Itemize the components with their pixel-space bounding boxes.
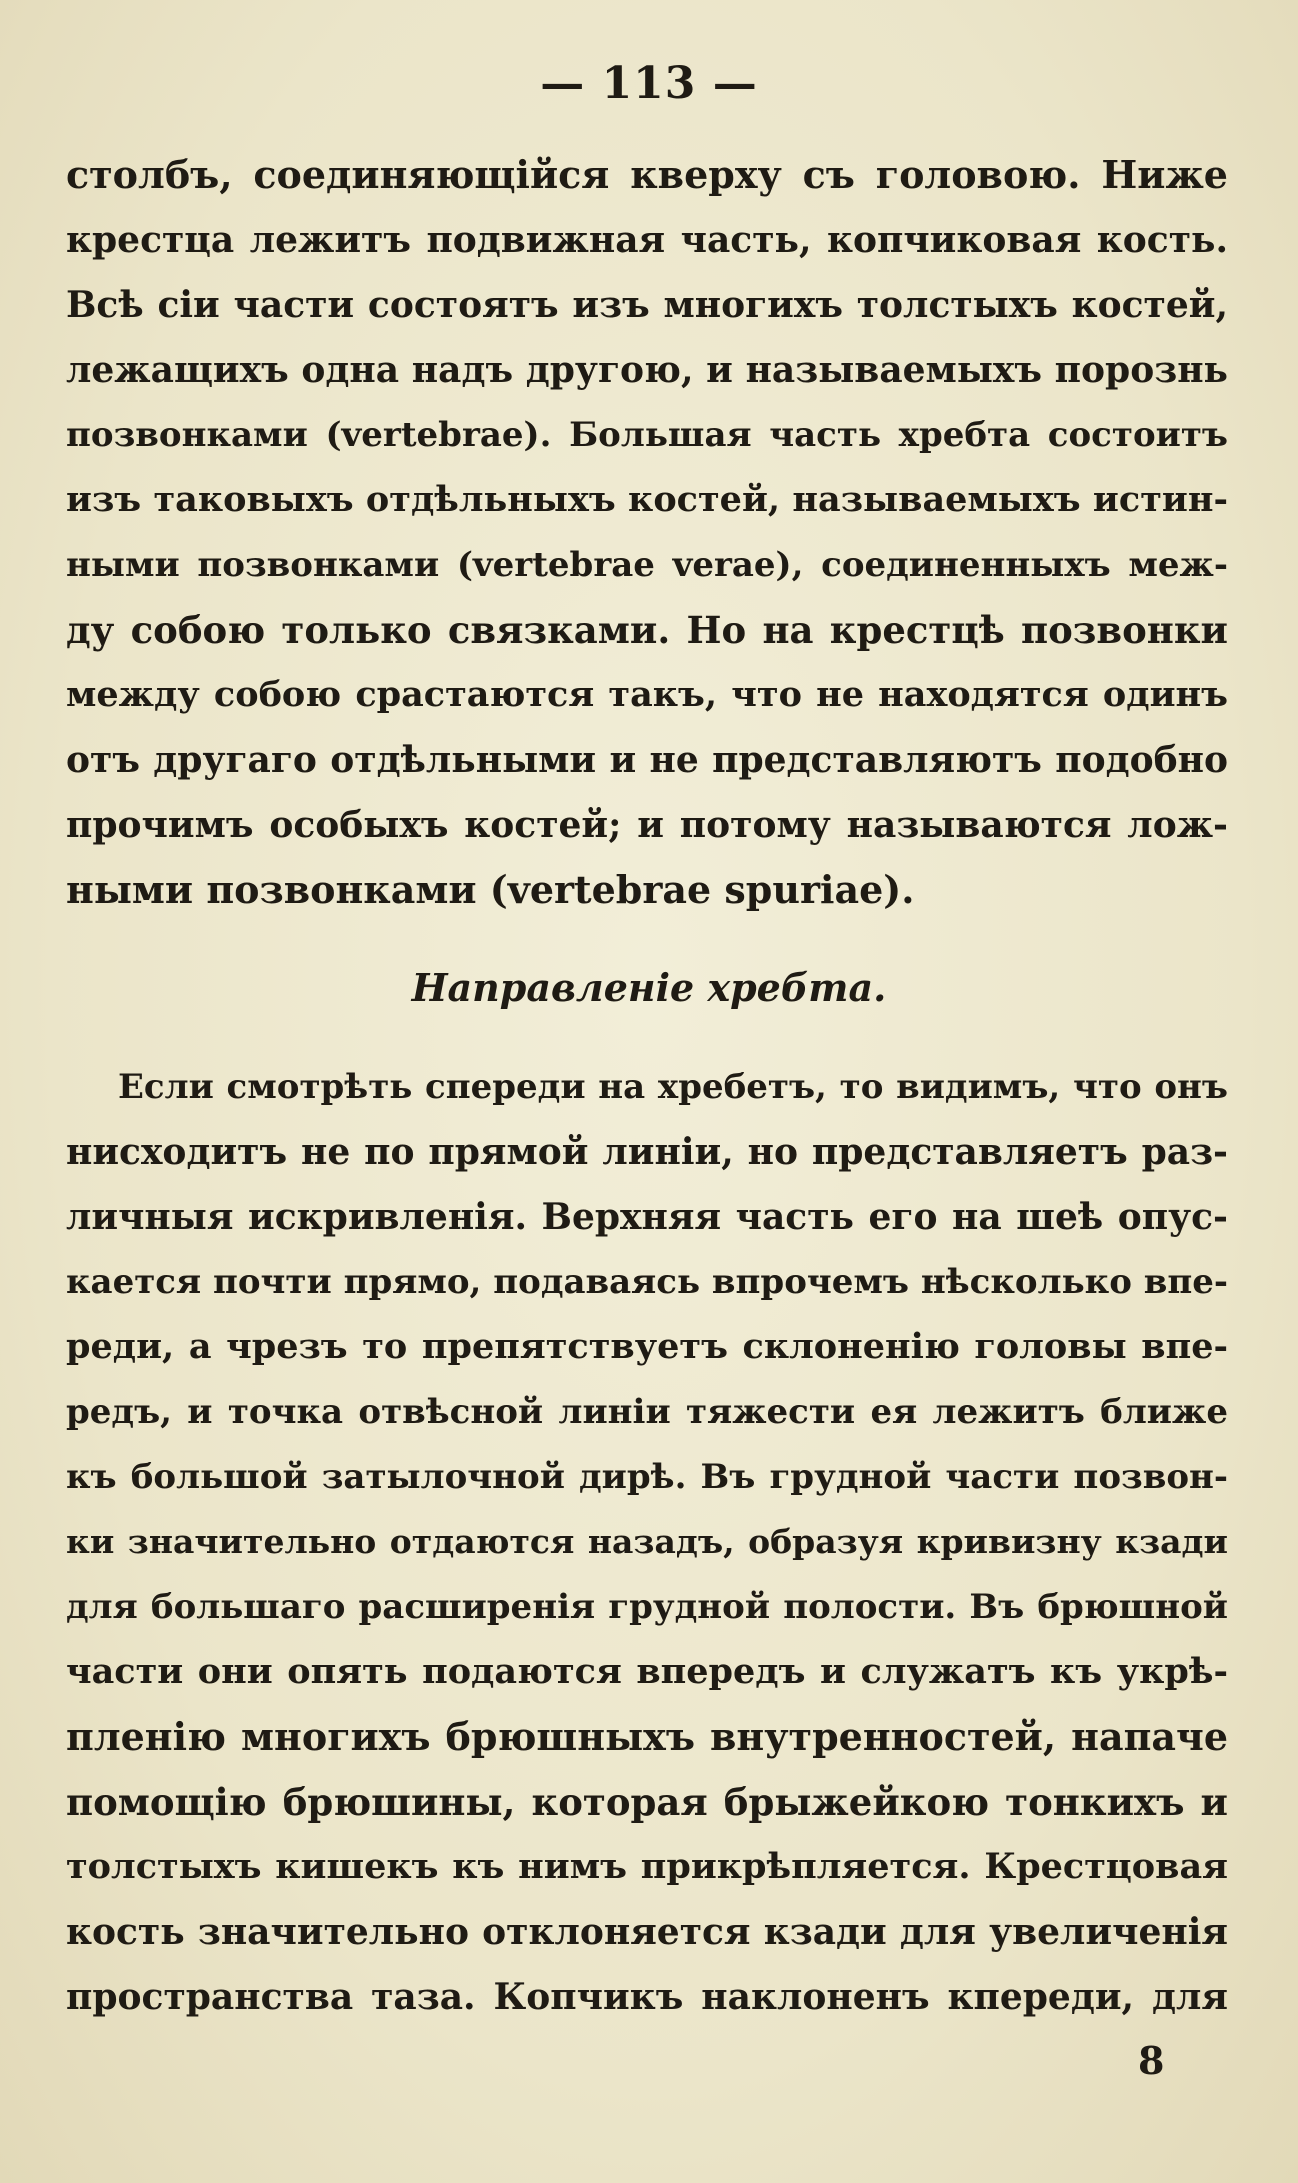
paragraph2-line: реди, а чрезъ то препятствуетъ склоненію головы впе-: [66, 1326, 1228, 1367]
paragraph2-line: редъ, и точка отвѣсной линіи тяжести ея лежитъ ближе: [66, 1392, 1228, 1432]
paragraph1-line: крестца лежитъ подвижная часть, копчиковая кость.: [66, 219, 1228, 261]
paragraph2-line: кость значительно отклоняется кзади для увеличенія: [66, 1911, 1228, 1953]
paragraph2-line: Если смотрѣть спереди на хребетъ, то видимъ, что онъ: [118, 1067, 1228, 1107]
page-number: — 113 —: [540, 58, 758, 109]
paragraph1-line: прочимъ особыхъ костей; и потому называются лож-: [66, 804, 1228, 846]
paragraph2-line: нисходитъ не по прямой линіи, но представляетъ раз-: [66, 1131, 1228, 1173]
signature-mark: 8: [1138, 2038, 1165, 2083]
paragraph1-line: изъ таковыхъ отдѣльныхъ костей, называемыхъ истин-: [66, 479, 1228, 520]
section-heading: Направленіе хребта.: [411, 965, 887, 1010]
paragraph1-line: между собою срастаются такъ, что не находятся одинъ: [66, 674, 1228, 715]
paragraph1-line: отъ другаго отдѣльными и не представляютъ подобно: [66, 739, 1228, 781]
paragraph1-line: позвонками (vertebrae). Большая часть хребта состоитъ: [66, 415, 1228, 455]
paragraph1-line: столбъ, соединяющійся кверху съ головою. Ниже: [66, 152, 1228, 197]
paragraph2-line: личныя искривленія. Верхняя часть его на шеѣ опус-: [66, 1196, 1228, 1238]
paragraph2-line: пленію многихъ брюшныхъ внутренностей, напаче: [66, 1714, 1228, 1759]
paragraph2-line: къ большой затылочной дирѣ. Въ грудной части позвон-: [66, 1457, 1228, 1497]
paragraph2-line: толстыхъ кишекъ къ нимъ прикрѣпляется. Крестцовая: [66, 1846, 1228, 1887]
paragraph2-line: кается почти прямо, подаваясь впрочемъ нѣсколько впе-: [66, 1262, 1228, 1302]
paragraph1-line: ными позвонками (vertebrae spuriae).: [66, 867, 915, 912]
paragraph1-line: ду собою только связками. Но на крестцѣ позвонки: [66, 608, 1228, 652]
paragraph1-line: лежащихъ одна надъ другою, и называемыхъ порознь: [66, 349, 1228, 391]
paragraph2-line: пространства таза. Копчикъ наклоненъ кпереди, для: [66, 1976, 1228, 2018]
paragraph1-line: ными позвонками (vertebrae verae), соединенныхъ меж-: [66, 545, 1228, 585]
paragraph1-line: Всѣ сіи части состоятъ изъ многихъ толстыхъ костей,: [66, 284, 1228, 326]
paragraph2-line: для большаго расширенія грудной полости. Въ брюшной: [66, 1587, 1228, 1627]
paragraph2-line: ки значительно отдаются назадъ, образуя кривизну кзади: [66, 1522, 1228, 1561]
paragraph2-line: части они опять подаются впередъ и служатъ къ укрѣ-: [66, 1651, 1228, 1692]
paragraph2-line: помощію брюшины, которая брыжейкою тонкихъ и: [66, 1780, 1228, 1824]
